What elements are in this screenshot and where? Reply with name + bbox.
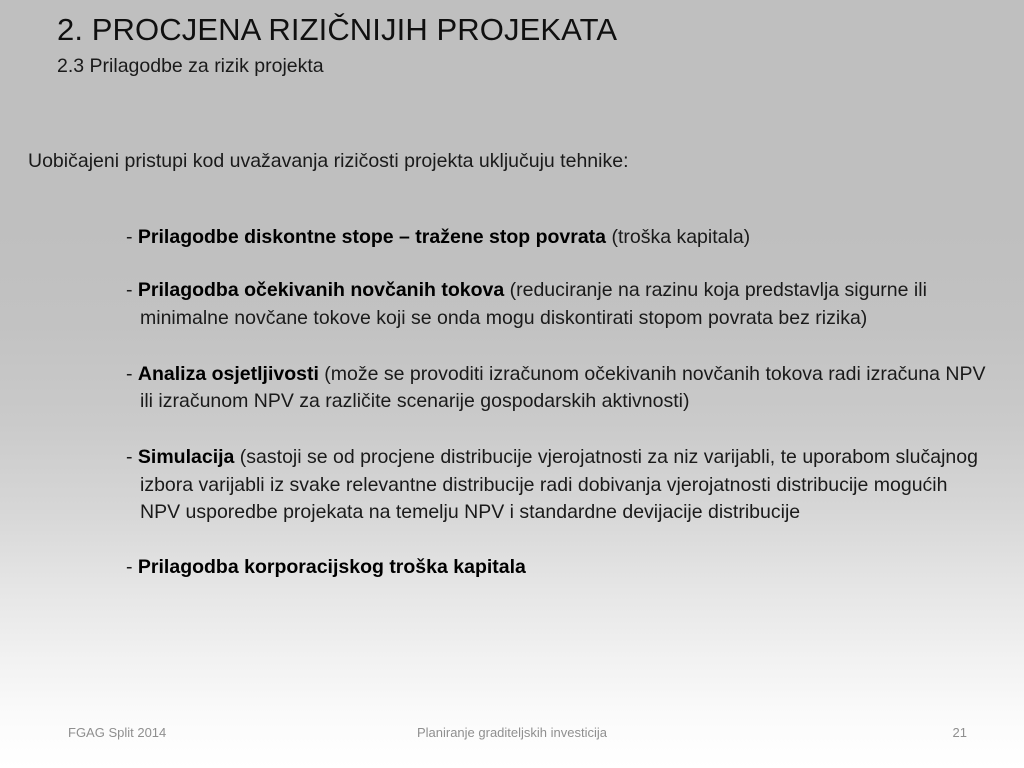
- bullet-marker: -: [126, 445, 138, 468]
- page-subtitle: 2.3 Prilagodbe za rizik projekta: [57, 54, 324, 77]
- list-item-term: Analiza osjetljivosti: [137, 362, 319, 385]
- footer-organization: FGAG Split 2014: [68, 725, 167, 740]
- list-item-description: (sastoji se od procjene distribucije vjerojatnosti za niz varijabli, te uporabom slučajnog izbora varijabli iz svake relevantne distribucije radi dobivanja vjerojatnosti distribucije mogućih NPV usporedbe projekata na temelju NPV i standardne devijacije distribucije: [140, 445, 978, 524]
- list-item-term: Simulacija: [137, 445, 235, 468]
- list-item: [126, 277, 986, 332]
- intro-paragraph: Uobičajeni pristupi kod uvažavanja rizičosti projekta uključuju tehnike:: [28, 150, 629, 172]
- slide-number: 21: [952, 725, 967, 740]
- bullet-marker: -: [126, 556, 138, 578]
- slide-title-block: [57, 12, 957, 79]
- list-item-description: (može se provoditi izračunom očekivanih novčanih tokova radi izračuna NPV ili izračunom NPV za različite scenarije gospodarskih aktivnosti): [140, 362, 986, 413]
- slide-footer: [0, 725, 1024, 745]
- footer-course-title: Planiranje graditeljskih investicija: [416, 725, 608, 740]
- list-item-term: Prilagodba očekivanih novčanih tokova: [137, 279, 505, 302]
- list-item-term: Prilagodbe diskontne stope – tražene stop povrata: [137, 225, 607, 248]
- bullet-marker: -: [126, 225, 138, 248]
- bullet-list: [126, 204, 986, 582]
- list-item-term: Prilagodba korporacijskog troška kapitala: [137, 556, 526, 578]
- list-item: [126, 361, 986, 416]
- page-title: 2. PROCJENA RIZIČNIJIH PROJEKATA: [57, 12, 618, 47]
- bullet-marker: -: [126, 279, 138, 302]
- list-item-description: (reduciranje na razinu koja predstavlja sigurne ili minimalne novčane tokove koji se onda mogu diskontirati stopom povrata bez rizika): [140, 279, 927, 329]
- list-item: [126, 224, 986, 252]
- list-item-description: (troška kapitala): [606, 225, 751, 248]
- bullet-marker: -: [126, 362, 138, 385]
- list-item: [126, 554, 986, 582]
- list-item: [126, 444, 986, 527]
